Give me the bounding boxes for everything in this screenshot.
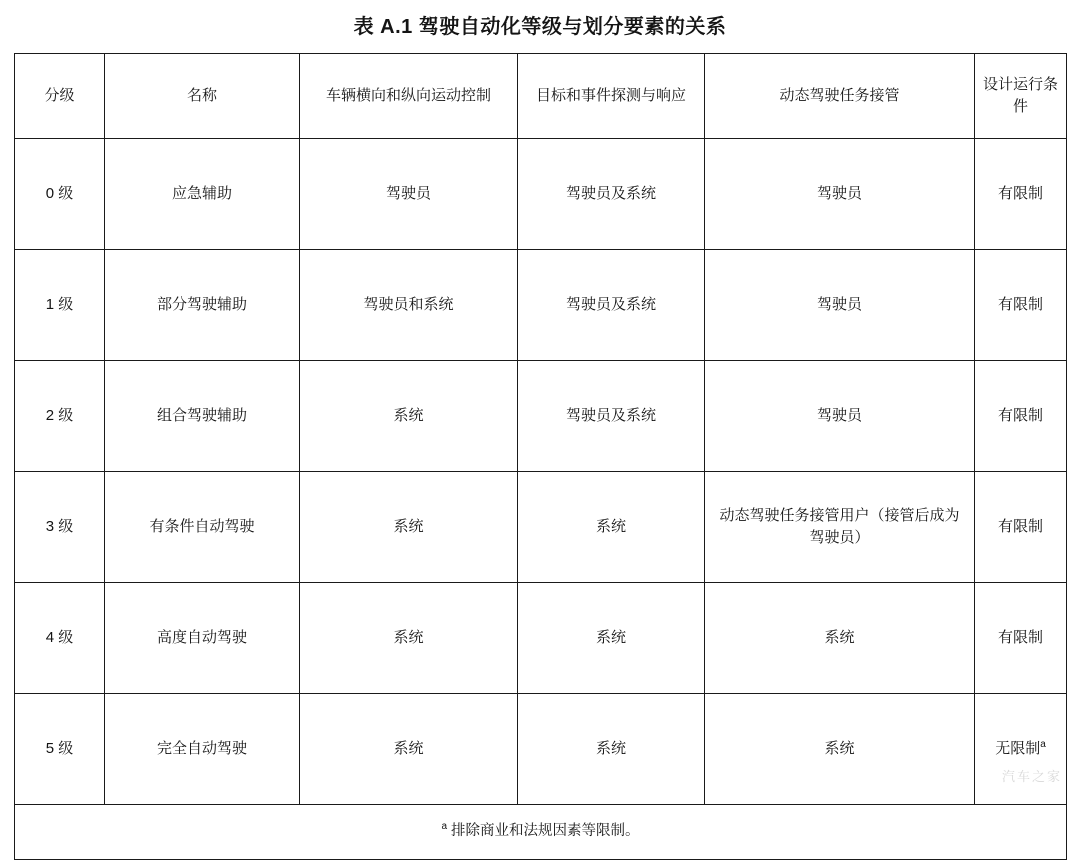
cell-motion-control: 系统 <box>300 694 518 805</box>
header-cell-odd: 设计运行条件 <box>975 54 1067 139</box>
cell-motion-control: 系统 <box>300 472 518 583</box>
driving-automation-levels-table <box>14 53 1067 860</box>
cell-level: 0 级 <box>15 139 105 250</box>
cell-fallback: 驾驶员 <box>705 250 975 361</box>
cell-odd: 有限制 <box>975 139 1067 250</box>
cell-odd: 有限制 <box>975 583 1067 694</box>
cell-level: 4 级 <box>15 583 105 694</box>
cell-motion-control: 驾驶员和系统 <box>300 250 518 361</box>
header-cell-level: 分级 <box>15 54 105 139</box>
header-cell-name: 名称 <box>105 54 300 139</box>
header-cell-object-detection: 目标和事件探测与响应 <box>518 54 705 139</box>
table-title: 表 A.1 驾驶自动化等级与划分要素的关系 <box>353 16 727 38</box>
cell-odd-text: 无限制 <box>995 739 1041 757</box>
watermark: 汽车之家 <box>1001 769 1062 784</box>
cell-fallback: 驾驶员 <box>705 361 975 472</box>
cell-level: 3 级 <box>15 472 105 583</box>
table-row <box>15 694 1067 805</box>
table-body <box>15 139 1067 860</box>
table-row <box>15 583 1067 694</box>
table-row <box>15 472 1067 583</box>
cell-name: 高度自动驾驶 <box>105 583 300 694</box>
footnote-text: 排除商业和法规因素等限制。 <box>447 823 640 840</box>
cell-level: 2 级 <box>15 361 105 472</box>
cell-object-detection: 驾驶员及系统 <box>518 361 705 472</box>
cell-motion-control: 驾驶员 <box>300 139 518 250</box>
cell-name: 组合驾驶辅助 <box>105 361 300 472</box>
cell-name: 完全自动驾驶 <box>105 694 300 805</box>
table-container <box>0 53 1080 860</box>
cell-fallback: 系统 <box>705 694 975 805</box>
cell-object-detection: 驾驶员及系统 <box>518 139 705 250</box>
footnote-marker: a <box>1040 738 1046 750</box>
footnote-marker-ref: a <box>441 821 448 833</box>
table-row <box>15 139 1067 250</box>
cell-fallback: 驾驶员 <box>705 139 975 250</box>
footnote-cell <box>15 805 1067 860</box>
cell-motion-control: 系统 <box>300 361 518 472</box>
cell-name: 部分驾驶辅助 <box>105 250 300 361</box>
table-header <box>15 54 1067 139</box>
header-cell-fallback: 动态驾驶任务接管 <box>705 54 975 139</box>
header-cell-motion-control: 车辆横向和纵向运动控制 <box>300 54 518 139</box>
cell-odd: 有限制 <box>975 250 1067 361</box>
cell-object-detection: 系统 <box>518 472 705 583</box>
cell-fallback: 系统 <box>705 583 975 694</box>
cell-odd <box>975 694 1067 805</box>
cell-object-detection: 系统 <box>518 583 705 694</box>
cell-odd: 有限制 <box>975 361 1067 472</box>
cell-name: 有条件自动驾驶 <box>105 472 300 583</box>
table-header-row <box>15 54 1067 139</box>
cell-fallback: 动态驾驶任务接管用户（接管后成为驾驶员） <box>705 472 975 583</box>
table-row <box>15 250 1067 361</box>
cell-object-detection: 驾驶员及系统 <box>518 250 705 361</box>
cell-name: 应急辅助 <box>105 139 300 250</box>
cell-level: 5 级 <box>15 694 105 805</box>
cell-odd: 有限制 <box>975 472 1067 583</box>
table-row <box>15 361 1067 472</box>
cell-motion-control: 系统 <box>300 583 518 694</box>
table-footnote-row <box>15 805 1067 860</box>
cell-level: 1 级 <box>15 250 105 361</box>
cell-object-detection: 系统 <box>518 694 705 805</box>
